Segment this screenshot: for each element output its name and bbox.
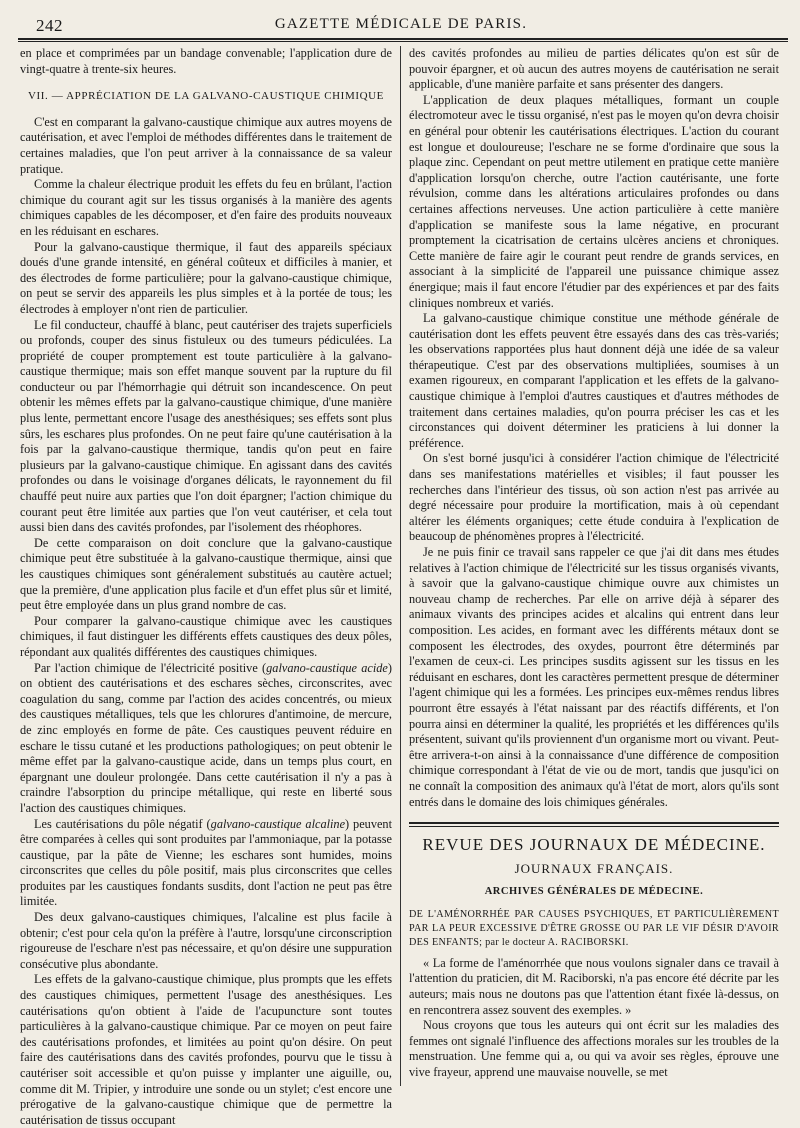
paragraph: Le fil conducteur, chauffé à blanc, peut cautériser des trajets superficiels ou profonds, couper des sinus fistuleux ou des tumeurs pédiculées. La propriété de couper promptement est toute particulière à la galvano-caustique thermique; mais son effet manque souvent par la rupture du fil conducteur ou par l'hémorrhagie qui détruit son incandescence. On peut obtenir les mêmes effets par la galvano-caustique chimique, d'une manière plus lente, permettant encore l'usage des anesthésiques; ses effets sont plus sûrs, les eschares plus profondes. On ne peut faire qu'une cautérisation à la fois par la galvano-caustique thermique, tandis qu'on peut en faire plusieurs par la galvano-caustique chimique. En agissant dans des cavités profondes ou dans le voisinage d'organes délicats, le rayonnement du fil chauffé peut nuire aux parties que l'on doit épargner; l'action chimique du courant peut être limitée aux parties que l'on veut cautériser, et cela tout aussi bien dans des cavités profondes, par l'isolement des rhéophores. (20, 317, 392, 535)
journaux-title: JOURNAUX FRANÇAIS. (514, 860, 674, 876)
paragraph: « La forme de l'aménorrhée que nous voulons signaler dans ce travail à l'attention du praticien, dit M. Raciborski, n'a pas encore été décrite par les auteurs; mais nous ne doutons pas que l'attention étant fixée là-dessus, on en rencontrera assez souvent des exemples. » (409, 955, 779, 1017)
page-header (14, 12, 788, 36)
header-rule-thin (18, 41, 788, 42)
archives-title: ARCHIVES GÉNÉRALES DE MÉDECINE. (484, 886, 704, 898)
header-rule (18, 38, 788, 40)
article-title: DE L'AMÉNORRHÉE PAR CAUSES PSYCHIQUES, ET PARTICULIÈREMENT PAR LA PEUR EXCESSIVE D'ÊTRE GROSSE OU PAR LE VIF DÉSIR D'AVOIR DES ENFANTS; par le docteur A. RACIBORSKI. (409, 908, 779, 948)
column-divider (400, 46, 401, 1086)
paragraph: L'application de deux plaques métalliques, formant un couple électromoteur avec le tissu organisé, n'est pas le moyen qu'on devra choisir en général pour obtenir les cautérisations électriques. L'action du courant est longue et douloureuse; l'eschare ne se forme d'ordinaire que sous la plaque zinc. Cependant on peut mettre utilement en pratique cette manière d'application lorsqu'on cherche, outre l'action cautérisante, une forte révulsion, comme dans les altérations articulaires profondes ou dans certaines affections nerveuses. Une action particulière à cette manière d'application se manifeste sous la lame négative, en procurant promptement la cicatrisation de certains ulcères anciens et chroniques. Cette manière de faire agir le courant peut rendre de grands services, en associant à la simplicité de l'appareil une puissance chimique assez énergique; mais il faut encore l'étudier par des expériences et par des faits cliniques nombreux et variés. (409, 92, 779, 310)
italic-term: galvano-caustique acide (266, 660, 388, 675)
paragraph: Comme la chaleur électrique produit les effets du feu en brûlant, l'action chimique du courant agit sur les tissus organisés à la manière des agents chimiques capables de les décomposer, et d'en faire des produits nouveaux en les réduisant en eschares. (20, 177, 392, 238)
left-column (20, 46, 392, 1127)
text-run: ) on obtient des cautérisations et des eschares sèches, circonscrites, avec coagulation du sang, comme par l'action des acides concentrés, ou mieux des caustiques métalliques, tels que les chlorures d'antimoine, de mercure, de zinc employés en forme de pâte. Ces caustiques peuvent réduire en eschare le tissu cutané et les productions pathologiques; on peut obtenir le même effet par la galvano-caustique acide, dans un temps plus court, en épargnant une douleur prolongée. Dans cette cautérisation il n'y a pas à craindre l'absorption du principe métallique, qui reste en liberté sous l'action des caustiques chimiques. (20, 660, 392, 815)
italic-term: galvano-caustique alcaline (210, 816, 346, 831)
revue-title: REVUE DES JOURNAUX DE MÉDECINE. (422, 835, 766, 855)
paragraph (20, 661, 392, 817)
paragraph: Les effets de la galvano-caustique chimique, plus prompts que les effets des caustiques chimiques, permettent l'usage des anesthésiques. Les cautérisations qu'on obtient à l'aide de l'acupuncture sont toutes particulières à la galvano-caustique chimique. Par ce moyen on peut faire des cautérisations profondes, et limitées au point qu'on désire. On peut faire des cautérisations dans des cavités profondes, pourvu que le tissu à cautériser soit accessible et qu'on puisse y implanter une aiguille, ou, comme dit M. Tripier, y introduire une sonde ou un stylet; c'est encore une prérogative de la galvano-caustique chimique que de permettre la cautérisation de tissus occupant (20, 972, 392, 1127)
section-rule (409, 822, 779, 827)
paragraph: Pour comparer la galvano-caustique chimique avec les caustiques chimiques, il faut distinguer les différents effets caustiques des deux pôles, répondant aux qualités différentes des caustiques chimiques. (20, 613, 392, 659)
paragraph: Pour la galvano-caustique thermique, il faut des appareils spéciaux doués d'une grande intensité, en général coûteux et difficiles à manier, et des électrodes de forme particulière; pour la galvano-caustique chimique, on peut se servir des appareils les plus simples et à la portée de tous; les électrodes à employer n'ont rien de particulier. (20, 239, 392, 316)
paragraph: C'est en comparant la galvano-caustique chimique aux autres moyens de cautérisation, et avec l'emploi de méthodes différentes dans le traitement de certaines maladies, que l'on peut arriver à la connaissance de sa valeur pratique. (20, 114, 392, 176)
paragraph: On s'est borné jusqu'ici à considérer l'action chimique de l'électricité dans ses manifestations matérielles et visibles; il faut pousser les recherches dans l'intérieur des tissus, où son action n'est pas arrivée au degré nécessaire pour produire la mortification, mais à où cependant altérer les éléments organiques; cette étude conduira à l'explication de beaucoup de phénomènes propres à l'électricité. (409, 451, 779, 544)
paragraph: Nous croyons que tous les auteurs qui ont écrit sur les maladies des femmes ont signalé l'influence des affections morales sur les troubles de la menstruation. Une femme qui a, ou qui va avoir ses règles, éprouve une vive frayeur, apprend une mauvaise nouvelle, se met (409, 1018, 779, 1080)
paragraph: De cette comparaison on doit conclure que la galvano-caustique chimique peut être substituée à la galvano-caustique thermique, ainsi que les caustiques chimiques sont généralement substitués au cautère actuel; que la première, d'une application plus facile et d'un effet plus sûr et limité, peut être employée dans un plus grand nombre de cas. (20, 535, 392, 613)
page-number: 242 (36, 16, 63, 35)
text-run: ) peuvent être comparées à celles qui sont produites par l'ammoniaque, par la potasse caustique, par la pâte de Vienne; les eschares sont humides, moins circonscrites que celles du pôle positif, mais plus circonscrites que celles produites par les caustiques fondants susdits, dont l'action ne peut pas être limitée. (20, 816, 392, 909)
text-run: Par l'action chimique de l'électricité positive ( (34, 660, 267, 675)
paragraph: Des deux galvano-caustiques chimiques, l'alcaline est plus facile à obtenir; c'est pour cela qu'on la préfère à l'autre, lorsqu'une circonscription rigoureuse de l'eschare n'est pas nécessaire, et qu'on désire une suppuration consécutive plus abondante. (20, 910, 392, 971)
text-run: Les cautérisations du pôle négatif ( (34, 816, 211, 831)
right-column (409, 46, 779, 1092)
paragraph (20, 817, 392, 911)
paragraph: en place et comprimées par un bandage convenable; l'application dure de vingt-quatre à trente-six heures. (20, 46, 392, 76)
section-heading: VII. — APPRÉCIATION DE LA GALVANO-CAUSTIQUE CHIMIQUE (27, 90, 384, 103)
paragraph: des cavités profondes au milieu de parties délicates qu'on est sûr de pouvoir épargner, et où aucun des autres moyens de cautérisation ne serait applicable, d'une manière parfaite et sans présenter des dangers. (409, 46, 779, 92)
paragraph: Je ne puis finir ce travail sans rappeler ce que j'ai dit dans mes études relatives à l'action chimique de l'électricité sur les tissus organisés vivants, à savoir que la galvano-caustique chimique ouvre aux chimistes un nouveau champ de recherches. Par elle on arrive déjà à séparer des animaux vivants des principes acides et alcalins qui entrent dans leur composition. Les acides, en formant avec les différents métaux dont se composent les électrodes, des oxydes, pourront être déterminés par l'examen de ceux-ci. Les principes susdits agissent sur les tissus en les réduisant en eschares, dont les caractères permettent presque de déterminer l'agent chimique qui les a formées. Les principes eux-mêmes rendus libres pourront être essayés à l'état naissant par des réactifs différents, et l'on pourra ainsi en déterminer la qualité, les propriétés et les différences qu'ils présentent, suivant qu'ils proviennent d'un organisme mort ou vivant. Peut-être arrivera-t-on ainsi à la connaissance d'une différence de composition chimique correspondant à l'état de vie ou de mort, tandis que jusqu'ici on ne connaît la composition des animaux qu'à l'état de mort, alors qu'ils sont entrés dans le domaine des lois chimiques générales. (409, 545, 779, 809)
paragraph: La galvano-caustique chimique constitue une méthode générale de cautérisation dont les effets peuvent être essayés dans des cas très-variés; les observations rapportées plus haut donnent déjà une idée de sa valeur thérapeutique. C'est par des observations multipliées, soumises à un examen rigoureux, en comparant l'application et les effets de la galvano-caustique chimique à l'emploi d'autres caustiques et d'autres méthodes de traitement dans certaines maladies, qu'on pourra préciser les cas et les circonstances qui doivent déterminer les praticiens à lui donner la préférence. (409, 311, 779, 450)
running-title: GAZETTE MÉDICALE DE PARIS. (274, 16, 528, 32)
